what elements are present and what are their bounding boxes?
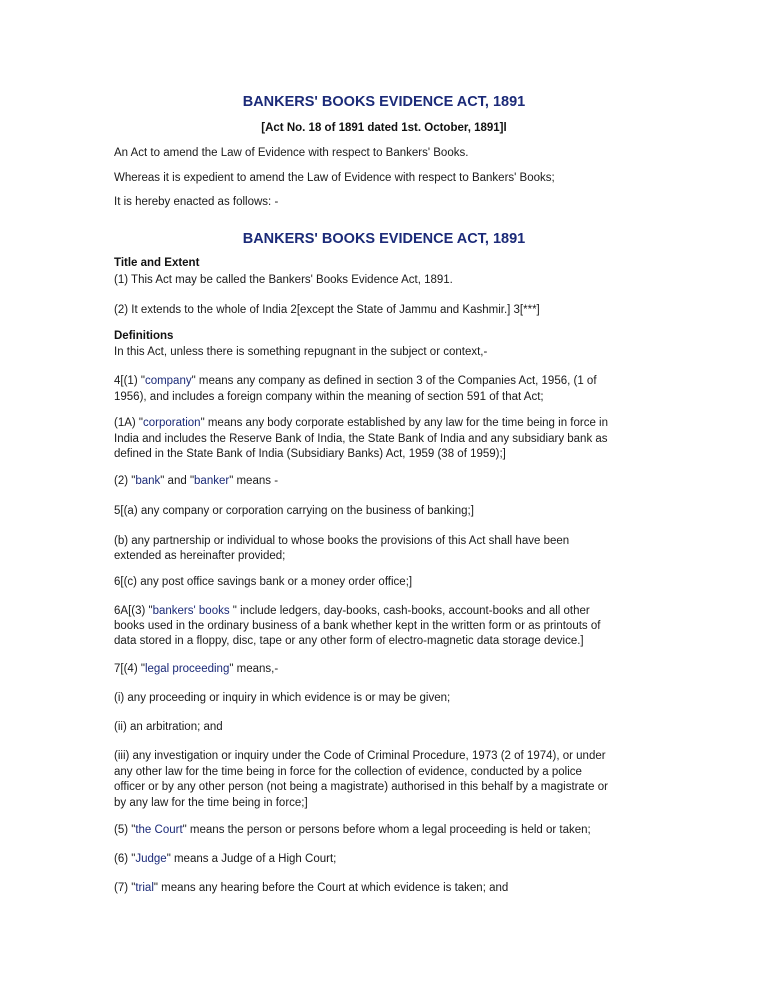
definitions-intro: In this Act, unless there is something repugnant in the subject or context,-	[114, 346, 488, 358]
preamble-paragraph: An Act to amend the Law of Evidence with respect to Bankers' Books.	[114, 147, 469, 159]
term-the-court: the Court	[135, 824, 183, 836]
definition-lp-i: (i) any proceeding or inquiry in which evidence is or may be given;	[114, 692, 451, 704]
term-company: company	[144, 375, 192, 387]
definition-trial: (7) "trial" means any hearing before the Court at which evidence is taken; and	[114, 882, 509, 894]
definition-bank-a: 5[(a) any company or corporation carrying on the business of banking;]	[114, 505, 474, 517]
definition-lp-iii-cont: officer or by any other person (not being a magistrate) authorised in this behalf by a magistrate or	[114, 781, 608, 793]
definition-bankers-books-cont: data stored in a floppy, disc, tape or any other form of electro-magnetic data storage device.]	[114, 635, 584, 647]
definition-lp-iii-cont: by any law for the time being in force;]	[114, 797, 308, 809]
title-extent-heading: Title and Extent	[114, 257, 200, 269]
term-legal-proceeding: legal proceeding	[144, 663, 230, 675]
preamble-paragraph: Whereas it is expedient to amend the Law of Evidence with respect to Bankers' Books;	[114, 172, 555, 184]
definition-bankers-books: 6A[(3) "bankers' books " include ledgers, day-books, cash-books, account-books and all other	[114, 605, 590, 617]
section-title: BANKERS' BOOKS EVIDENCE ACT, 1891	[242, 231, 526, 247]
document-title: BANKERS' BOOKS EVIDENCE ACT, 1891	[242, 94, 526, 110]
definition-lp-iii: (iii) any investigation or inquiry under the Code of Criminal Procedure, 1973 (2 of 1974), or under	[114, 750, 606, 762]
definition-bank: (2) "bank" and "banker" means -	[114, 475, 279, 487]
definition-legal-proceeding: 7[(4) "legal proceeding" means,-	[114, 663, 279, 675]
term-bank: bank	[135, 475, 161, 487]
term-trial: trial	[135, 882, 154, 894]
definition-bank-b-cont: extended as hereinafter provided;	[114, 550, 286, 562]
term-corporation: corporation	[143, 417, 201, 429]
document-subtitle: [Act No. 18 of 1891 dated 1st. October, 1891]l	[261, 122, 507, 134]
definition-court: (5) "the Court" means the person or persons before whom a legal proceeding is held or taken;	[114, 824, 591, 836]
definition-corporation: (1A) "corporation" means any body corporate established by any law for the time being in force in	[114, 417, 609, 429]
definition-corporation-cont: defined in the State Bank of India (Subsidiary Banks) Act, 1959 (38 of 1959);]	[114, 448, 506, 460]
definition-company: 4[(1) "company" means any company as defined in section 3 of the Companies Act, 1956, (1 of	[114, 375, 597, 387]
definition-bankers-books-cont: books used in the ordinary business of a bank whether kept in the written form or as printouts of	[114, 620, 601, 632]
section-1: (1) This Act may be called the Bankers' Books Evidence Act, 1891.	[114, 274, 453, 286]
definition-lp-ii: (ii) an arbitration; and	[114, 721, 223, 733]
preamble-paragraph: It is hereby enacted as follows: -	[114, 196, 279, 208]
definition-company-cont: 1956), and includes a foreign company within the meaning of section 591 of that Act;	[114, 391, 544, 403]
definition-bank-b: (b) any partnership or individual to whose books the provisions of this Act shall have been	[114, 535, 570, 547]
definition-judge: (6) "Judge" means a Judge of a High Court;	[114, 853, 337, 865]
definition-bank-c: 6[(c) any post office savings bank or a money order office;]	[114, 576, 413, 588]
section-2: (2) It extends to the whole of India 2[except the State of Jammu and Kashmir.] 3[***]	[114, 304, 540, 316]
term-bankers-books: bankers' books	[152, 605, 230, 617]
definitions-heading: Definitions	[114, 330, 174, 342]
term-judge: Judge	[135, 853, 167, 865]
definition-lp-iii-cont: any other law for the time being in force for the collection of evidence, conducted by a police	[114, 766, 582, 778]
term-banker: banker	[194, 475, 230, 487]
definition-corporation-cont: India and includes the Reserve Bank of India, the State Bank of India and any subsidiary bank as	[114, 433, 608, 445]
